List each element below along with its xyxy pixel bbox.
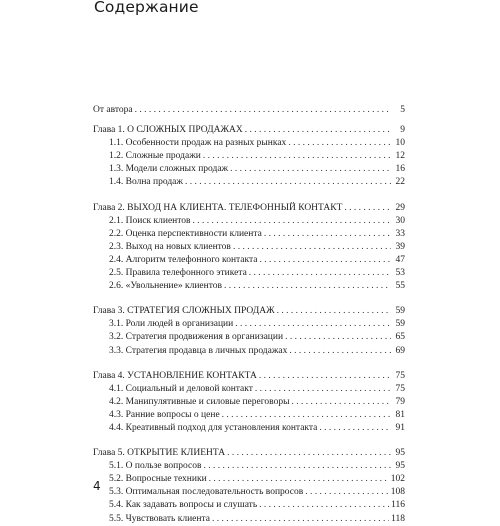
leader-dots — [209, 473, 389, 486]
toc-entry-title: 5.4. Как задавать вопросы и слушать — [109, 500, 258, 511]
toc-entry-title: Глава 1. О СЛОЖНЫХ ПРОДАЖАХ — [93, 125, 243, 136]
leader-dots — [249, 267, 391, 280]
toc-entry-page: 22 — [395, 177, 405, 188]
toc-entry-page: 59 — [395, 306, 405, 317]
toc-entry-page: 12 — [395, 151, 405, 162]
toc-entry-title: 3.2. Стратегия продвижения в организации — [109, 332, 284, 343]
leader-dots — [193, 215, 391, 228]
toc-entry-title: 1.4. Волна продаж — [109, 177, 183, 188]
toc-entry-page: 10 — [395, 138, 405, 149]
leader-dots — [285, 331, 391, 344]
toc-section — [93, 280, 405, 293]
toc-entry-title: 5.2. Вопросные техники — [109, 474, 207, 485]
toc-entry-title: 4.1. Социальный и деловой контакт — [109, 383, 253, 394]
leader-dots — [305, 486, 389, 499]
toc-entry-title: 2.1. Поиск клиентов — [109, 215, 191, 226]
leader-dots — [277, 305, 391, 318]
leader-dots — [259, 254, 391, 267]
toc-entry-page: 69 — [395, 345, 405, 356]
leader-dots — [288, 137, 391, 150]
toc-entry-title: 1.2. Сложные продажи — [109, 151, 201, 162]
divider — [93, 293, 405, 305]
toc-entry-page: 75 — [395, 383, 405, 394]
page-number: 4 — [93, 479, 101, 493]
toc-chapter-3 — [93, 305, 405, 318]
toc-entry-title: Глава 3. СТРАТЕГИЯ СЛОЖНЫХ ПРОДАЖ — [93, 306, 275, 317]
leader-dots — [203, 460, 391, 473]
toc-entry-page: 16 — [395, 164, 405, 175]
toc-section — [93, 150, 405, 163]
toc-entry-title: 5.3. Оптимальная последовательность вопросов — [109, 487, 304, 498]
leader-dots — [224, 280, 391, 293]
leader-dots — [233, 241, 391, 254]
toc-section — [93, 267, 405, 280]
leader-dots — [135, 104, 391, 117]
toc-entry-title: 3.3. Стратегия продавца в личных продажах — [109, 345, 288, 356]
toc-entry-title: 1.1. Особенности продаж на разных рынках — [109, 138, 287, 149]
page-title: Содержание — [94, 0, 199, 16]
toc-entry-page: 47 — [395, 254, 405, 265]
toc-chapter-5 — [93, 447, 405, 460]
divider — [93, 117, 405, 124]
toc-entry-page: 102 — [390, 474, 405, 485]
toc-entry-page: 30 — [395, 215, 405, 226]
toc-entry-title: Глава 4. УСТАНОВЛЕНИЕ КОНТАКТА — [93, 370, 257, 381]
toc-section — [93, 383, 405, 396]
toc-section — [93, 215, 405, 228]
toc-entry-page: 95 — [395, 448, 405, 459]
toc-section — [93, 176, 405, 189]
leader-dots — [289, 345, 391, 358]
toc-entry-title: От автора — [93, 105, 133, 115]
toc-entry-page: 75 — [395, 370, 405, 381]
toc-entry-page: 39 — [395, 241, 405, 252]
leader-dots — [212, 513, 389, 526]
toc-section — [93, 513, 405, 526]
toc-section — [93, 318, 405, 331]
leader-dots — [344, 202, 391, 215]
toc-chapter-1 — [93, 124, 405, 137]
toc-entry-page: 33 — [395, 228, 405, 239]
toc-entry-title: 1.3. Модели сложных продаж — [109, 164, 229, 175]
toc-entry-title: Глава 2. ВЫХОД НА КЛИЕНТА. ТЕЛЕФОННЫЙ КОНТАКТ — [93, 202, 343, 213]
leader-dots — [255, 383, 391, 396]
leader-dots — [230, 163, 391, 176]
leader-dots — [245, 124, 391, 137]
toc-entry-page: 81 — [395, 409, 405, 420]
toc-entry-title: 2.6. «Увольнение» клиентов — [109, 281, 222, 292]
toc-section — [93, 137, 405, 150]
toc-entry-page: 5 — [400, 105, 405, 115]
table-of-contents — [93, 104, 405, 526]
toc-entry-title: 2.4. Алгоритм телефонного контакта — [109, 254, 258, 265]
toc-entry-page: 9 — [400, 125, 405, 136]
toc-entry-page: 91 — [395, 422, 405, 433]
toc-entry-page: 65 — [395, 332, 405, 343]
toc-entry-title: 5.5. Чувствовать клиента — [109, 513, 210, 524]
toc-section — [93, 241, 405, 254]
toc-entry-title: 4.4. Креативный подход для установления контакта — [109, 422, 318, 433]
toc-section — [93, 460, 405, 473]
toc-section — [93, 254, 405, 267]
toc-section — [93, 473, 405, 486]
toc-entry-page: 53 — [395, 268, 405, 279]
leader-dots — [259, 370, 391, 383]
leader-dots — [264, 228, 391, 241]
leader-dots — [319, 422, 391, 435]
toc-section — [93, 422, 405, 435]
toc-section — [93, 331, 405, 344]
toc-section — [93, 345, 405, 358]
leader-dots — [227, 447, 391, 460]
toc-entry-title: 2.2. Оценка перспективности клиента — [109, 228, 262, 239]
leader-dots — [259, 499, 389, 512]
divider — [93, 190, 405, 202]
toc-section — [93, 228, 405, 241]
divider — [93, 358, 405, 370]
toc-section — [93, 163, 405, 176]
leader-dots — [203, 150, 391, 163]
toc-entry-author — [93, 104, 405, 117]
toc-entry-title: 2.3. Выход на новых клиентов — [109, 241, 231, 252]
toc-section — [93, 396, 405, 409]
toc-entry-page: 79 — [395, 396, 405, 407]
divider — [93, 435, 405, 447]
toc-entry-title: 4.2. Манипулятивные и силовые переговоры — [109, 396, 290, 407]
toc-entry-title: 4.3. Ранние вопросы о цене — [109, 409, 220, 420]
toc-chapter-2 — [93, 202, 405, 215]
toc-entry-title: Глава 5. ОТКРЫТИЕ КЛИЕНТА — [93, 448, 226, 459]
toc-section — [93, 499, 405, 512]
toc-entry-page: 59 — [395, 319, 405, 330]
toc-entry-page: 55 — [395, 281, 405, 292]
toc-entry-title: 2.5. Правила телефонного этикета — [109, 268, 247, 279]
leader-dots — [291, 396, 391, 409]
toc-entry-page: 118 — [391, 513, 405, 524]
toc-section — [93, 409, 405, 422]
leader-dots — [222, 409, 391, 422]
toc-entry-title: 5.1. О пользе вопросов — [109, 461, 202, 472]
toc-entry-page: 95 — [395, 461, 405, 472]
toc-entry-page: 29 — [395, 202, 405, 213]
toc-entry-title: 3.1. Роли людей в организации — [109, 319, 234, 330]
leader-dots — [185, 176, 391, 189]
toc-chapter-4 — [93, 370, 405, 383]
toc-section — [93, 486, 405, 499]
leader-dots — [235, 318, 391, 331]
toc-entry-page: 116 — [391, 500, 405, 511]
toc-entry-page: 108 — [390, 487, 405, 498]
